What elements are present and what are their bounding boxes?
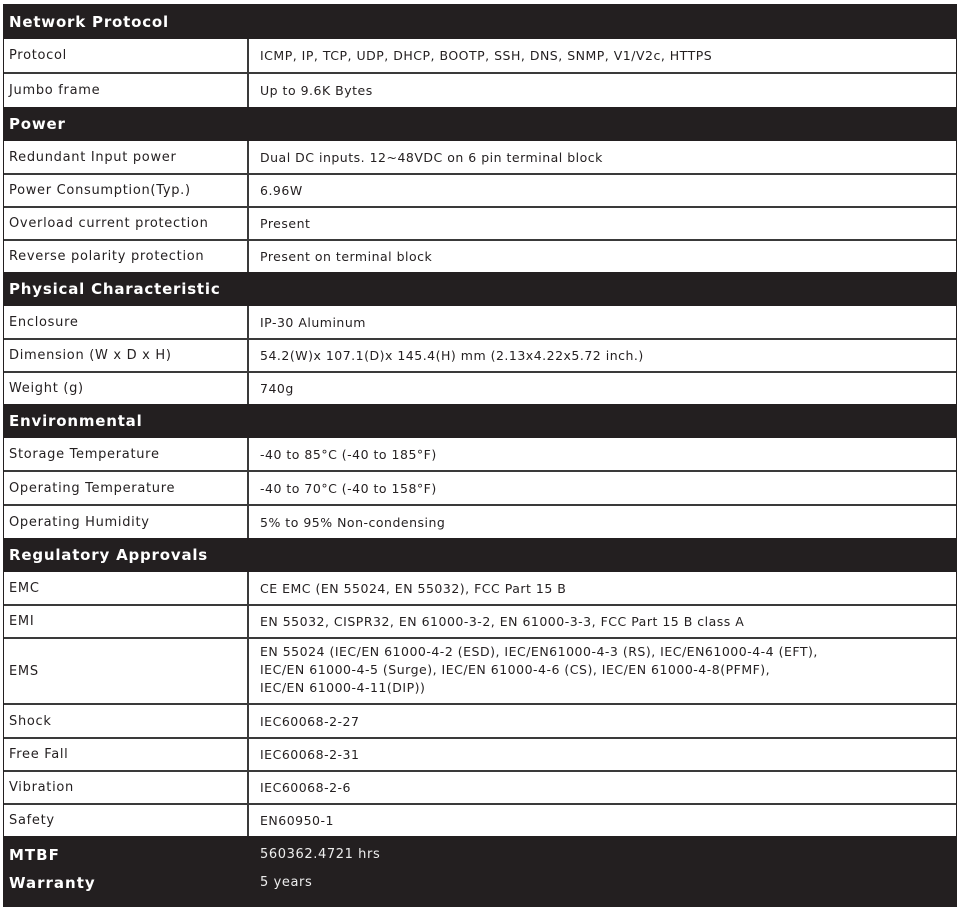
spec-value: -40 to 70°C (-40 to 158°F) <box>260 480 437 496</box>
spec-row <box>4 438 956 470</box>
spec-label: Dimension (W x D x H) <box>4 340 249 371</box>
footer-block <box>4 836 956 906</box>
section-header-power: Power <box>4 107 956 141</box>
warranty-label: Warranty <box>9 874 96 892</box>
mtbf-value: 560362.4721 hrs <box>260 847 381 862</box>
spec-value: Dual DC inputs. 12~48VDC on 6 pin terminal block <box>260 149 603 165</box>
spec-value: 6.96W <box>260 183 303 198</box>
spec-value: Present <box>260 216 311 231</box>
section-header-network-protocol: Network Protocol <box>4 5 956 39</box>
spec-row <box>4 371 956 404</box>
spec-value: IEC60068-2-6 <box>260 780 352 795</box>
spec-label: Operating Temperature <box>4 472 249 504</box>
spec-value: 54.2(W)x 107.1(D)x 145.4(H) mm (2.13x4.22x5.72 inch.) <box>260 348 644 363</box>
spec-label: Operating Humidity <box>4 506 249 538</box>
spec-label: EMS <box>4 639 249 703</box>
spec-value-line: IEC/EN 61000-4-11(DIP)) <box>260 680 426 695</box>
spec-row <box>4 306 956 338</box>
mtbf-label: MTBF <box>9 846 60 864</box>
spec-value: Present on terminal block <box>260 249 433 264</box>
spec-row <box>4 470 956 504</box>
spec-value: 5% to 95% Non-condensing <box>260 514 446 530</box>
spec-label: Storage Temperature <box>4 438 249 470</box>
spec-label: Safety <box>4 805 249 836</box>
spec-label: Enclosure <box>4 306 249 338</box>
spec-value: IEC60068-2-31 <box>260 747 360 762</box>
spec-label: Jumbo frame <box>4 74 249 107</box>
spec-value <box>249 639 956 703</box>
spec-label: Weight (g) <box>4 373 249 404</box>
spec-value-line: EN 55024 (IEC/EN 61000-4-2 (ESD), IEC/EN61000-4-3 (RS), IEC/EN61000-4-4 (EFT), <box>260 644 818 659</box>
spec-row <box>4 737 956 770</box>
section-header-regulatory-approvals: Regulatory Approvals <box>4 538 956 572</box>
spec-label: Reverse polarity protection <box>4 241 249 272</box>
spec-label: Overload current protection <box>4 208 249 239</box>
spec-value: IP-30 Aluminum <box>260 314 366 330</box>
spec-table <box>3 4 957 907</box>
section-header-physical-characteristic: Physical Characteristic <box>4 272 956 306</box>
spec-row <box>4 338 956 371</box>
spec-value: EN60950-1 <box>260 813 334 828</box>
spec-value: -40 to 85°C (-40 to 185°F) <box>260 446 437 462</box>
spec-row <box>4 72 956 107</box>
spec-row <box>4 141 956 173</box>
warranty-value: 5 years <box>260 875 313 890</box>
spec-value-line: IEC/EN 61000-4-5 (Surge), IEC/EN 61000-4-6 (CS), IEC/EN 61000-4-8(PFMF), <box>260 662 771 677</box>
spec-label: Vibration <box>4 772 249 803</box>
spec-value: Up to 9.6K Bytes <box>260 83 373 98</box>
spec-row <box>4 504 956 538</box>
spec-row <box>4 604 956 637</box>
section-header-environmental: Environmental <box>4 404 956 438</box>
spec-row <box>4 703 956 737</box>
spec-label: Power Consumption(Typ.) <box>4 175 249 206</box>
spec-row <box>4 173 956 206</box>
spec-label: Free Fall <box>4 739 249 770</box>
spec-row <box>4 770 956 803</box>
spec-label: Protocol <box>4 39 249 72</box>
spec-label: Redundant Input power <box>4 141 249 173</box>
spec-row <box>4 239 956 272</box>
spec-label: EMC <box>4 572 249 604</box>
spec-row <box>4 572 956 604</box>
spec-row <box>4 39 956 72</box>
spec-value: 740g <box>260 381 294 396</box>
spec-value: CE EMC (EN 55024, EN 55032), FCC Part 15 B <box>260 580 567 596</box>
spec-row <box>4 206 956 239</box>
spec-label: EMI <box>4 606 249 637</box>
spec-value: EN 55032, CISPR32, EN 61000-3-2, EN 61000-3-3, FCC Part 15 B class A <box>260 614 745 629</box>
spec-row <box>4 637 956 703</box>
spec-value: IEC60068-2-27 <box>260 713 360 729</box>
spec-row <box>4 803 956 836</box>
spec-label: Shock <box>4 705 249 737</box>
spec-value: ICMP, IP, TCP, UDP, DHCP, BOOTP, SSH, DNS, SNMP, V1/V2c, HTTPS <box>260 48 713 63</box>
